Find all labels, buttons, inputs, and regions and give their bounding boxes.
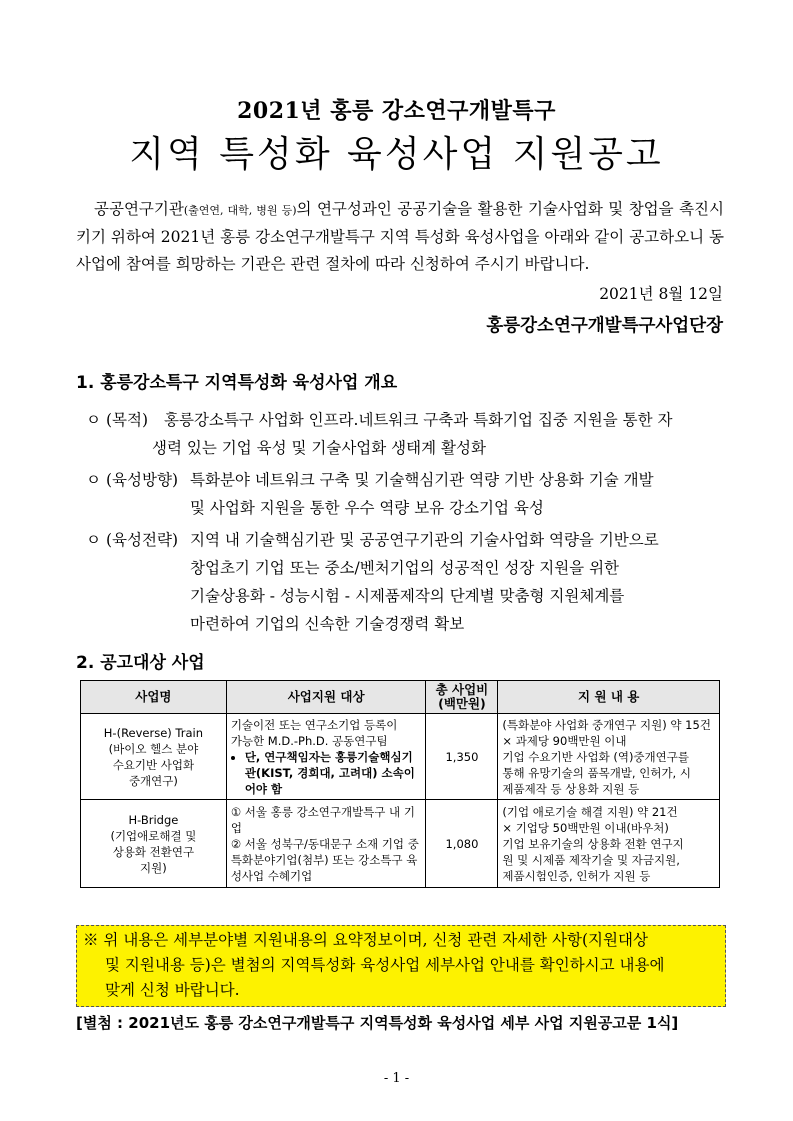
support-cell: (기업 애로기술 해결 지원) 약 21건 × 기업당 50백만원 이내(바우처) 기업 보유기술의 상용화 전환 연구지 원 및 시제품 제작기술 및 자금지원, 제품시험인증, 인허가 지원 등 xyxy=(498,800,720,888)
target-text: 기술이전 또는 연구소기업 등록이 가능한 M.D.-Ph.D. 공동연구팀 xyxy=(230,717,398,748)
bullet-mark: ㅇ xyxy=(86,471,101,489)
target-bullet: • 단, 연구책임자는 홍릉기술핵심기관(KIST, 경희대, 고려대) 소속이어야 함 xyxy=(245,749,422,797)
bullet-label: (목적) xyxy=(106,411,149,429)
program-name-cell: H-Bridge (기업애로해결 및 상용화 전환연구 지원) xyxy=(81,800,227,888)
bullet-mark: ㅇ xyxy=(86,411,101,429)
overview-bullet-strategy xyxy=(86,526,726,638)
col-header-budget: 총 사업비 (백만원) xyxy=(426,681,498,714)
table-header-row xyxy=(81,681,720,714)
bullet-label: (육성전략) xyxy=(106,531,178,549)
signer: 홍릉강소연구개발특구사업단장 xyxy=(486,316,723,336)
bullet-text: 홍릉강소특구 사업화 인프라.네트워크 구축과 특화기업 집중 지원을 통한 자 xyxy=(164,411,673,429)
page-number: - 1 - xyxy=(383,1071,410,1086)
overview-bullet-purpose xyxy=(86,406,726,462)
bullet-text: 생력 있는 기업 육성 및 기술사업화 생태계 활성화 xyxy=(152,439,486,457)
program-name-cell: H-(Reverse) Train (바이오 헬스 분야 수요기반 사업화 중개연구) xyxy=(81,714,227,800)
notice-box xyxy=(76,925,726,1007)
bullet-label: (육성방향) xyxy=(106,471,178,489)
title-line1: 2021년 홍릉 강소연구개발특구 xyxy=(237,98,556,124)
notice-line: ※ 위 내용은 세부분야별 지원내용의 요약정보이며, 신청 관련 자세한 사항(지원대상 xyxy=(83,931,648,949)
budget-cell: 1,350 xyxy=(426,714,498,800)
bullet-text: 기술상용화 - 성능시험 - 시제품제작의 단계별 맞춤형 지원체계를 xyxy=(190,587,625,605)
attachment-note: [별첨 : 2021년도 홍릉 강소연구개발특구 지역특성화 육성사업 세부 사업 지원공고문 1식] xyxy=(76,1014,679,1032)
intro-paragraph xyxy=(76,196,724,278)
table-row xyxy=(81,800,720,888)
col-header-name: 사업명 xyxy=(81,681,227,714)
section1-heading: 1. 홍릉강소특구 지역특성화 육성사업 개요 xyxy=(76,373,398,393)
title-line2: 지역 특성화 육성사업 지원공고 xyxy=(129,134,664,175)
overview-bullet-direction xyxy=(86,466,726,522)
target-item: ② 서울 성북구/동대문구 소재 기업 중 특화분야기업(첨부) 또는 강소특구 육성사업 수혜기업 xyxy=(230,836,419,883)
intro-part2: 의 연구성과인 공공기술을 활용한 기술사업화 및 창업을 촉진시키기 위하여 2021년 홍릉 강소연구개발특구 지역 특성화 육성사업을 아래와 같이 공고하오니 동 사업에 참여를 희망하는 기관은 관련 절차에 따라 신청하여 주시기 바랍니다. xyxy=(76,200,725,273)
program-table xyxy=(80,680,720,888)
bullet-text: 및 사업화 지원을 통한 우수 역량 보유 강소기업 육성 xyxy=(190,499,544,517)
support-cell: (특화분야 사업화 중개연구 지원) 약 15건 × 과제당 90백만원 이내 기업 수요기반 사업화 (역)중개연구를 통해 유망기술의 품목개발, 인허가, 시 제품제작 등 상용화 지원 등 xyxy=(498,714,720,800)
target-cell xyxy=(226,800,426,888)
col-header-support: 지 원 내 용 xyxy=(498,681,720,714)
notice-line: 및 지원내용 등)은 별첨의 지역특성화 육성사업 세부사업 안내를 확인하시고 내용에 xyxy=(105,956,665,974)
bullet-text: 마련하여 기업의 신속한 기술경쟁력 확보 xyxy=(190,615,465,633)
section2-heading: 2. 공고대상 사업 xyxy=(76,653,205,673)
bullet-text: 창업초기 기업 또는 중소/벤처기업의 성공적인 성장 지원을 위한 xyxy=(190,559,620,577)
table-row xyxy=(81,714,720,800)
bullet-mark: ㅇ xyxy=(86,531,101,549)
col-header-target: 사업지원 대상 xyxy=(226,681,426,714)
target-item: ① 서울 홍릉 강소연구개발특구 내 기업 xyxy=(230,804,415,835)
bullet-text: 특화분야 네트워크 구축 및 기술핵심기관 역량 기반 상용화 기술 개발 xyxy=(190,471,654,489)
target-bullet-list xyxy=(231,749,422,797)
target-cell xyxy=(226,714,426,800)
budget-cell: 1,080 xyxy=(426,800,498,888)
intro-part1: 공공연구기관 xyxy=(94,200,184,218)
announcement-date: 2021년 8월 12일 xyxy=(599,285,723,303)
intro-part1-small: (출연연, 대학, 병원 등) xyxy=(183,204,297,217)
notice-line: 맞게 신청 바랍니다. xyxy=(105,981,240,999)
bullet-text: 지역 내 기술핵심기관 및 공공연구기관의 기술사업화 역량을 기반으로 xyxy=(190,531,659,549)
